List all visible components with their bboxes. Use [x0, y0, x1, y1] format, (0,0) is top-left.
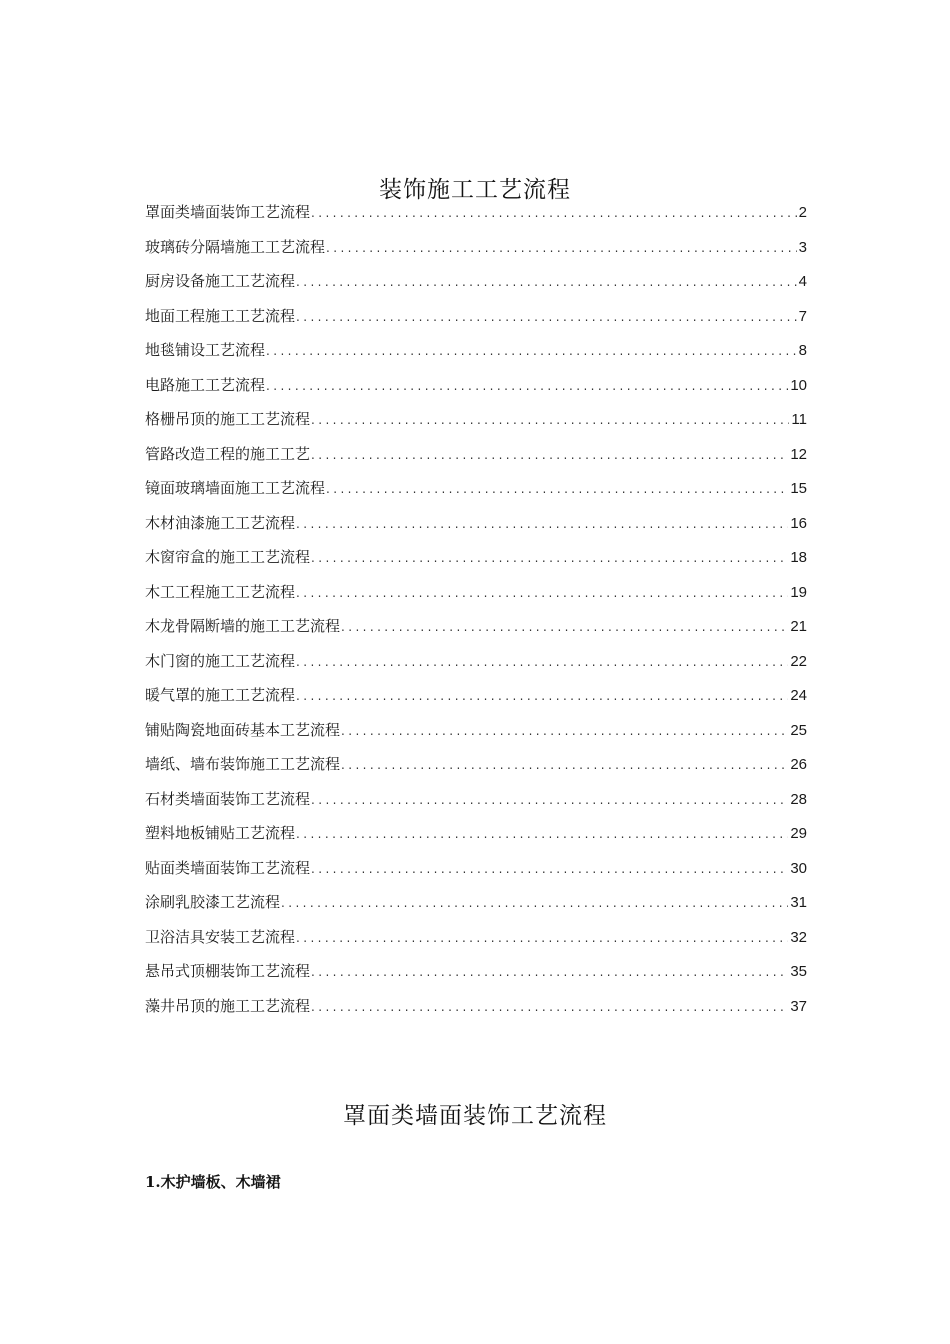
toc-dot-leader	[296, 650, 788, 674]
toc-entry-page: 12	[790, 445, 807, 463]
toc-entry-label: 玻璃砖分隔墙施工工艺流程	[145, 237, 326, 256]
toc-entry[interactable]	[145, 580, 807, 615]
toc-entry-label: 悬吊式顶棚装饰工艺流程	[145, 962, 311, 980]
toc-entry[interactable]	[145, 200, 807, 235]
toc-entry-page: 25	[790, 721, 807, 739]
toc-entry[interactable]	[145, 925, 807, 960]
toc-dot-leader	[266, 339, 797, 363]
toc-entry[interactable]	[145, 787, 807, 822]
toc-entry[interactable]	[145, 959, 807, 994]
toc-entry-page: 29	[790, 825, 807, 842]
toc-entry-page: 21	[790, 618, 807, 635]
toc-entry-label: 卫浴洁具安装工艺流程	[145, 927, 296, 946]
toc-dot-leader	[266, 374, 788, 398]
toc-entry-page: 37	[790, 997, 807, 1015]
toc-entry-page: 3	[798, 238, 807, 256]
toc-entry-label: 涂刷乳胶漆工艺流程	[145, 893, 281, 911]
toc-entry[interactable]	[145, 821, 807, 856]
toc-entry-label: 罩面类墙面装饰工艺流程	[145, 203, 311, 221]
toc-dot-leader	[311, 408, 789, 432]
toc-dot-leader	[296, 926, 788, 950]
toc-entry-label: 电路施工工艺流程	[145, 375, 266, 394]
toc-entry-page: 30	[790, 859, 807, 877]
toc-entry-label: 格栅吊顶的施工工艺流程	[145, 410, 311, 428]
toc-dot-leader	[296, 305, 797, 329]
toc-entry-page: 7	[798, 307, 807, 325]
document-title: 装饰施工工艺流程	[379, 177, 571, 204]
toc-entry-label: 木窗帘盒的施工工艺流程	[145, 548, 311, 566]
toc-dot-leader	[311, 995, 788, 1019]
toc-entry-page: 16	[790, 514, 807, 532]
sub-heading: 1.木护墙板、木墙裙	[145, 1173, 281, 1191]
toc-entry-page: 18	[790, 549, 807, 566]
toc-dot-leader	[311, 788, 788, 812]
table-of-contents	[145, 200, 807, 1028]
toc-entry[interactable]	[145, 442, 807, 477]
toc-entry-label: 暖气罩的施工工艺流程	[145, 686, 296, 704]
toc-dot-leader	[326, 477, 788, 501]
toc-dot-leader	[311, 546, 788, 570]
toc-entry-label: 塑料地板铺贴工艺流程	[145, 824, 296, 842]
toc-entry-page: 35	[790, 963, 807, 980]
toc-entry-label: 贴面类墙面装饰工艺流程	[145, 858, 311, 877]
toc-entry-label: 墙纸、墙布装饰施工工艺流程	[145, 755, 341, 773]
section-title: 罩面类墙面装饰工艺流程	[343, 1103, 607, 1130]
toc-entry-label: 石材类墙面装饰工艺流程	[145, 789, 311, 808]
toc-entry-page: 2	[798, 204, 807, 221]
toc-dot-leader	[311, 857, 788, 881]
toc-entry[interactable]	[145, 994, 807, 1029]
toc-entry[interactable]	[145, 856, 807, 891]
toc-entry[interactable]	[145, 269, 807, 304]
toc-entry-label: 地毯铺设工艺流程	[145, 341, 266, 359]
toc-dot-leader	[296, 684, 788, 708]
toc-entry-page: 15	[790, 480, 807, 497]
toc-entry-label: 厨房设备施工工艺流程	[145, 272, 296, 290]
toc-entry-page: 8	[798, 342, 807, 359]
toc-entry-label: 地面工程施工工艺流程	[145, 306, 296, 325]
toc-dot-leader	[341, 615, 788, 639]
toc-entry[interactable]	[145, 476, 807, 511]
toc-entry[interactable]	[145, 718, 807, 753]
toc-entry[interactable]	[145, 890, 807, 925]
toc-entry-page: 10	[790, 376, 807, 394]
toc-entry-page: 19	[790, 583, 807, 601]
toc-entry-label: 木工工程施工工艺流程	[145, 582, 296, 601]
toc-entry-label: 藻井吊顶的施工工艺流程	[145, 996, 311, 1015]
toc-entry[interactable]	[145, 649, 807, 684]
toc-dot-leader	[281, 891, 788, 915]
toc-entry-page: 4	[798, 273, 807, 290]
toc-entry-page: 22	[790, 652, 807, 670]
toc-entry[interactable]	[145, 235, 807, 270]
toc-dot-leader	[311, 443, 788, 467]
toc-entry[interactable]	[145, 683, 807, 718]
toc-entry-label: 镜面玻璃墙面施工工艺流程	[145, 479, 326, 497]
toc-dot-leader	[296, 270, 797, 294]
toc-entry-label: 管路改造工程的施工工艺	[145, 444, 311, 463]
toc-entry-page: 31	[790, 894, 807, 911]
toc-entry-label: 木材油漆施工工艺流程	[145, 513, 296, 532]
toc-dot-leader	[341, 719, 788, 743]
toc-entry-page: 28	[790, 790, 807, 808]
toc-dot-leader	[296, 822, 788, 846]
toc-entry-label: 铺贴陶瓷地面砖基本工艺流程	[145, 720, 341, 739]
toc-entry-page: 32	[790, 928, 807, 946]
toc-dot-leader	[341, 753, 788, 777]
toc-dot-leader	[326, 236, 797, 260]
toc-entry-label: 木龙骨隔断墙的施工工艺流程	[145, 617, 341, 635]
toc-dot-leader	[311, 201, 797, 225]
toc-entry[interactable]	[145, 373, 807, 408]
toc-dot-leader	[296, 581, 788, 605]
toc-dot-leader	[296, 512, 788, 536]
toc-entry-page: 26	[790, 756, 807, 773]
toc-entry-label: 木门窗的施工工艺流程	[145, 651, 296, 670]
toc-entry[interactable]	[145, 614, 807, 649]
toc-entry[interactable]	[145, 304, 807, 339]
toc-dot-leader	[311, 960, 788, 984]
toc-entry[interactable]	[145, 407, 807, 442]
toc-entry-page: 11	[791, 411, 807, 428]
toc-entry[interactable]	[145, 545, 807, 580]
toc-entry[interactable]	[145, 338, 807, 373]
toc-entry[interactable]	[145, 752, 807, 787]
toc-entry[interactable]	[145, 511, 807, 546]
toc-entry-page: 24	[790, 687, 807, 704]
